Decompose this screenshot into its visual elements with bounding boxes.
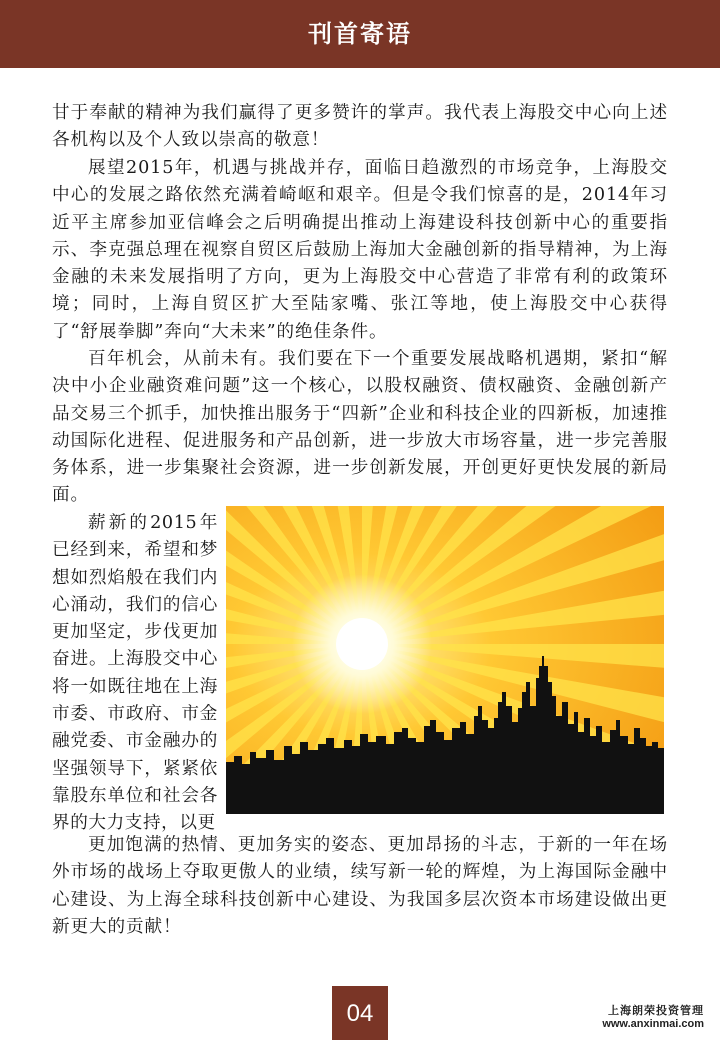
- page-number-badge: [332, 986, 388, 1040]
- paragraph-1: 甘于奉献的精神为我们赢得了更多赞许的掌声。我代表上海股交中心向上述各机构以及个人致以崇高的敬意！: [52, 103, 668, 151]
- website-link[interactable]: www.anxinmai.com: [602, 1018, 704, 1030]
- paragraph-2: 展望2015年，机遇与挑战并存，面临日趋激烈的市场竞争，上海股交中心的发展之路依然充满着崎岖和艰辛。但是令我们惊喜的是，2014年习近平主席参加亚信峰会之后明确提出推动上海建设科技创新中心的重要指示、李克强总理在视察自贸区后鼓励上海加大金融创新的指导精神，为上海金融的未来发展指明了方向，更为上海股交中心营造了非常有利的政策环境；同时，上海自贸区扩大至陆家嘴、张江等地，使上海股交中心获得了“舒展拳脚”奔向“大未来”的绝佳条件。: [52, 158, 668, 342]
- page-number: 04: [346, 1000, 374, 1027]
- sun: [336, 618, 388, 670]
- paragraph-3: 百年机会，从前未有。我们要在下一个重要发展战略机遇期，紧扣“解决中小企业融资难问题”这一个核心，以股权融资、债权融资、金融创新产品交易三个抓手，加快推出服务于“四新”企业和科技企业的四新板，加速推动国际化进程、促进服务和产品创新，进一步放大市场容量，进一步完善服务体系，进一步集聚社会资源，进一步创新发展，开创更好更快发展的新局面。: [52, 349, 668, 506]
- sunburst-skyline-image: [226, 506, 664, 814]
- company-name: 上海朗荣投资管理: [608, 1004, 704, 1017]
- header-title: 刊首寄语: [308, 20, 412, 48]
- page-header: [0, 0, 720, 68]
- paragraph-5: 更加饱满的热情、更加务实的姿态、更加昂扬的斗志，于新的一年在场外市场的战场上夺取更傲人的业绩，续写新一轮的辉煌，为上海国际金融中心建设、为上海全球科技创新中心建设、为我国多层次资本市场建设做出更新更大的贡献！: [52, 835, 668, 937]
- paragraph-4-wrap-text: 薪新的2015年已经到来，希望和梦想如烈焰般在我们内心涌动，我们的信心更加坚定，步伐更加奋进。上海股交中心将一如既往地在上海市委、市政府、市金融党委、市金融办的坚强领导下，紧紧依靠股东单位和社会各界的大力支持，以更: [52, 513, 218, 834]
